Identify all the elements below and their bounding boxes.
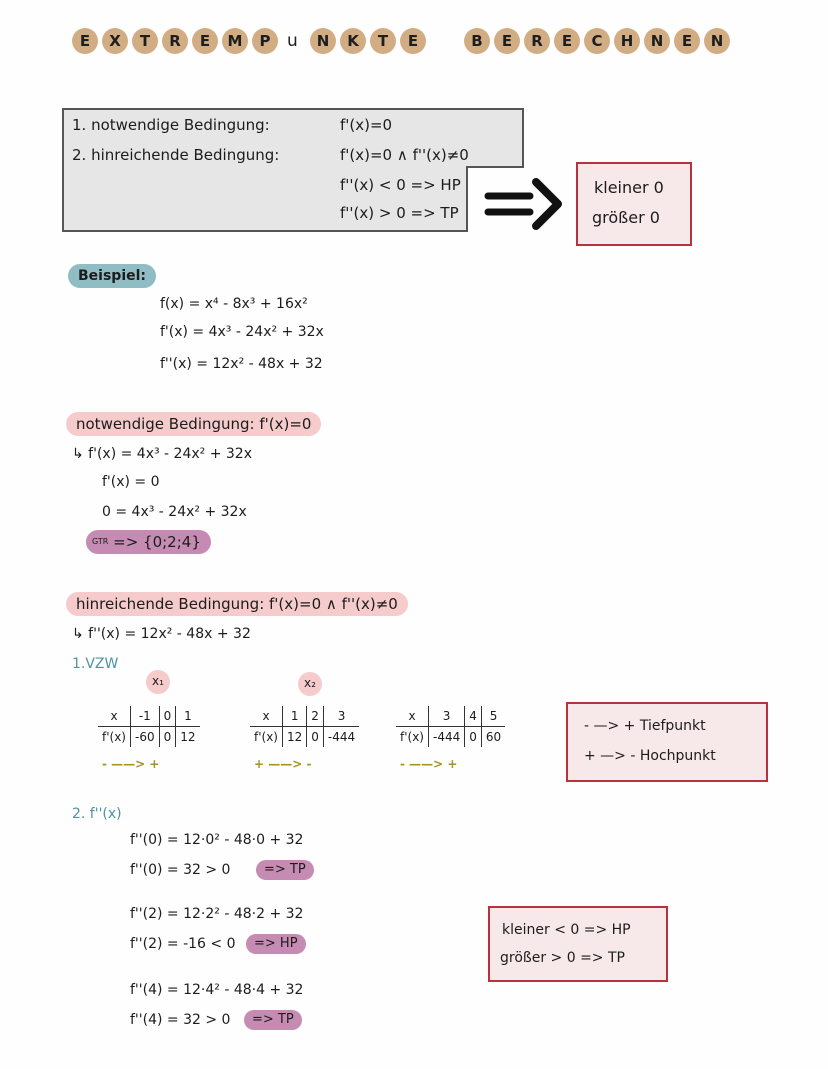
calc-3: f''(4) = 12·4² - 48·4 + 32	[130, 982, 304, 998]
table-cell: 12	[176, 727, 200, 748]
table-cell: 1	[283, 706, 307, 727]
condition-2-label: 2. hinreichende Bedingung:	[72, 146, 280, 164]
title-letter: N	[644, 28, 670, 54]
title-letter: R	[162, 28, 188, 54]
x1-marker: x₁	[146, 670, 170, 694]
condition-hp-formula: f''(x) < 0 => HP	[340, 176, 461, 194]
calc-1: f''(0) = 12·0² - 48·0 + 32	[130, 832, 304, 848]
sufficient-condition-header: hinreichende Bedingung: f'(x)=0 ∧ f''(x)≠0	[66, 592, 408, 616]
roots-result: => {0;2;4}	[113, 533, 201, 551]
condition-2-formula: f'(x)=0 ∧ f''(x)≠0	[340, 146, 469, 164]
table-cell: 0	[159, 727, 176, 748]
title-letter: E	[400, 28, 426, 54]
table-cell: 2	[307, 706, 324, 727]
sign-change-3: - ——> +	[400, 757, 458, 771]
table-cell: x	[98, 706, 131, 727]
title-letter: u	[287, 31, 298, 51]
title-letter: N	[704, 28, 730, 54]
table-cell: x	[396, 706, 429, 727]
title-letter: E	[494, 28, 520, 54]
title-letter: E	[192, 28, 218, 54]
table-cell: -60	[131, 727, 160, 748]
calc-1-result: f''(0) = 32 > 0	[130, 862, 231, 878]
calc-2: f''(2) = 12·2² - 48·2 + 32	[130, 906, 304, 922]
sign-table-3	[396, 706, 505, 771]
table-cell: 3	[323, 706, 359, 727]
sign-change-1: - ——> +	[102, 757, 160, 771]
title-letter: X	[102, 28, 128, 54]
condition-tp-formula: f''(x) > 0 => TP	[340, 204, 459, 222]
table-cell: 1	[176, 706, 200, 727]
title-letter: B	[464, 28, 490, 54]
title-letter: H	[614, 28, 640, 54]
calc-2-result: f''(2) = -16 < 0	[130, 936, 236, 952]
necessary-condition-header: notwendige Bedingung: f'(x)=0	[66, 412, 321, 436]
title-letter: C	[584, 28, 610, 54]
table-cell: 5	[481, 706, 505, 727]
vzw-label: 1.VZW	[72, 656, 119, 672]
necessary-result	[86, 530, 211, 554]
table-cell: f'(x)	[254, 730, 278, 744]
title-letter: E	[674, 28, 700, 54]
table-cell: -444	[323, 727, 359, 748]
title-letter: P	[252, 28, 278, 54]
title-letter: E	[554, 28, 580, 54]
necessary-line-3: 0 = 4x³ - 24x² + 32x	[102, 504, 247, 520]
table-cell: f'(x)	[102, 730, 126, 744]
sign-table-1	[98, 706, 200, 771]
page-title	[72, 28, 752, 58]
table-cell: 0	[465, 727, 482, 748]
calc-3-result: f''(4) = 32 > 0	[130, 1012, 231, 1028]
title-letter: T	[370, 28, 396, 54]
table-cell: 0	[159, 706, 176, 727]
implies-arrow-icon	[484, 176, 564, 232]
table-cell: 12	[283, 727, 307, 748]
calc-2-tag: => HP	[246, 934, 306, 954]
rule-line-2: größer > 0 => TP	[500, 950, 625, 966]
example-function: f(x) = x⁴ - 8x³ + 16x²	[160, 296, 308, 312]
x2-marker: x₂	[298, 672, 322, 696]
summary-line-1: kleiner 0	[594, 178, 664, 197]
title-letter: R	[524, 28, 550, 54]
table-cell: -444	[429, 727, 465, 748]
necessary-line-1: ↳ f'(x) = 4x³ - 24x² + 32x	[72, 446, 252, 462]
title-letter: E	[72, 28, 98, 54]
calc-3-tag: => TP	[244, 1010, 302, 1030]
table-cell: 0	[307, 727, 324, 748]
rule-box	[488, 906, 668, 982]
example-second-derivative: f''(x) = 12x² - 48x + 32	[160, 356, 323, 372]
legend-line-2: + —> - Hochpunkt	[584, 748, 716, 764]
title-letter: M	[222, 28, 248, 54]
example-first-derivative: f'(x) = 4x³ - 24x² + 32x	[160, 324, 324, 340]
summary-line-2: größer 0	[592, 208, 660, 227]
rule-line-1: kleiner < 0 => HP	[502, 922, 631, 938]
sufficient-line-1: ↳ f''(x) = 12x² - 48x + 32	[72, 626, 251, 642]
necessary-line-2: f'(x) = 0	[102, 474, 160, 490]
legend-box	[566, 702, 768, 782]
table-cell: -1	[131, 706, 160, 727]
gtr-label: GTR	[92, 537, 109, 546]
table-cell: 4	[465, 706, 482, 727]
title-letter: N	[310, 28, 336, 54]
example-label: Beispiel:	[68, 264, 156, 288]
summary-box	[576, 162, 692, 246]
calc-1-tag: => TP	[256, 860, 314, 880]
title-letter: T	[132, 28, 158, 54]
second-derivative-label: 2. f''(x)	[72, 806, 122, 822]
table-cell: f'(x)	[400, 730, 424, 744]
sign-change-2: + ——> -	[254, 757, 312, 771]
table-cell: 60	[481, 727, 505, 748]
table-cell: 3	[429, 706, 465, 727]
condition-1-label: 1. notwendige Bedingung:	[72, 116, 270, 134]
table-cell: x	[250, 706, 283, 727]
legend-line-1: - —> + Tiefpunkt	[584, 718, 706, 734]
sign-table-2	[250, 706, 359, 771]
title-letter: K	[340, 28, 366, 54]
condition-1-formula: f'(x)=0	[340, 116, 393, 134]
